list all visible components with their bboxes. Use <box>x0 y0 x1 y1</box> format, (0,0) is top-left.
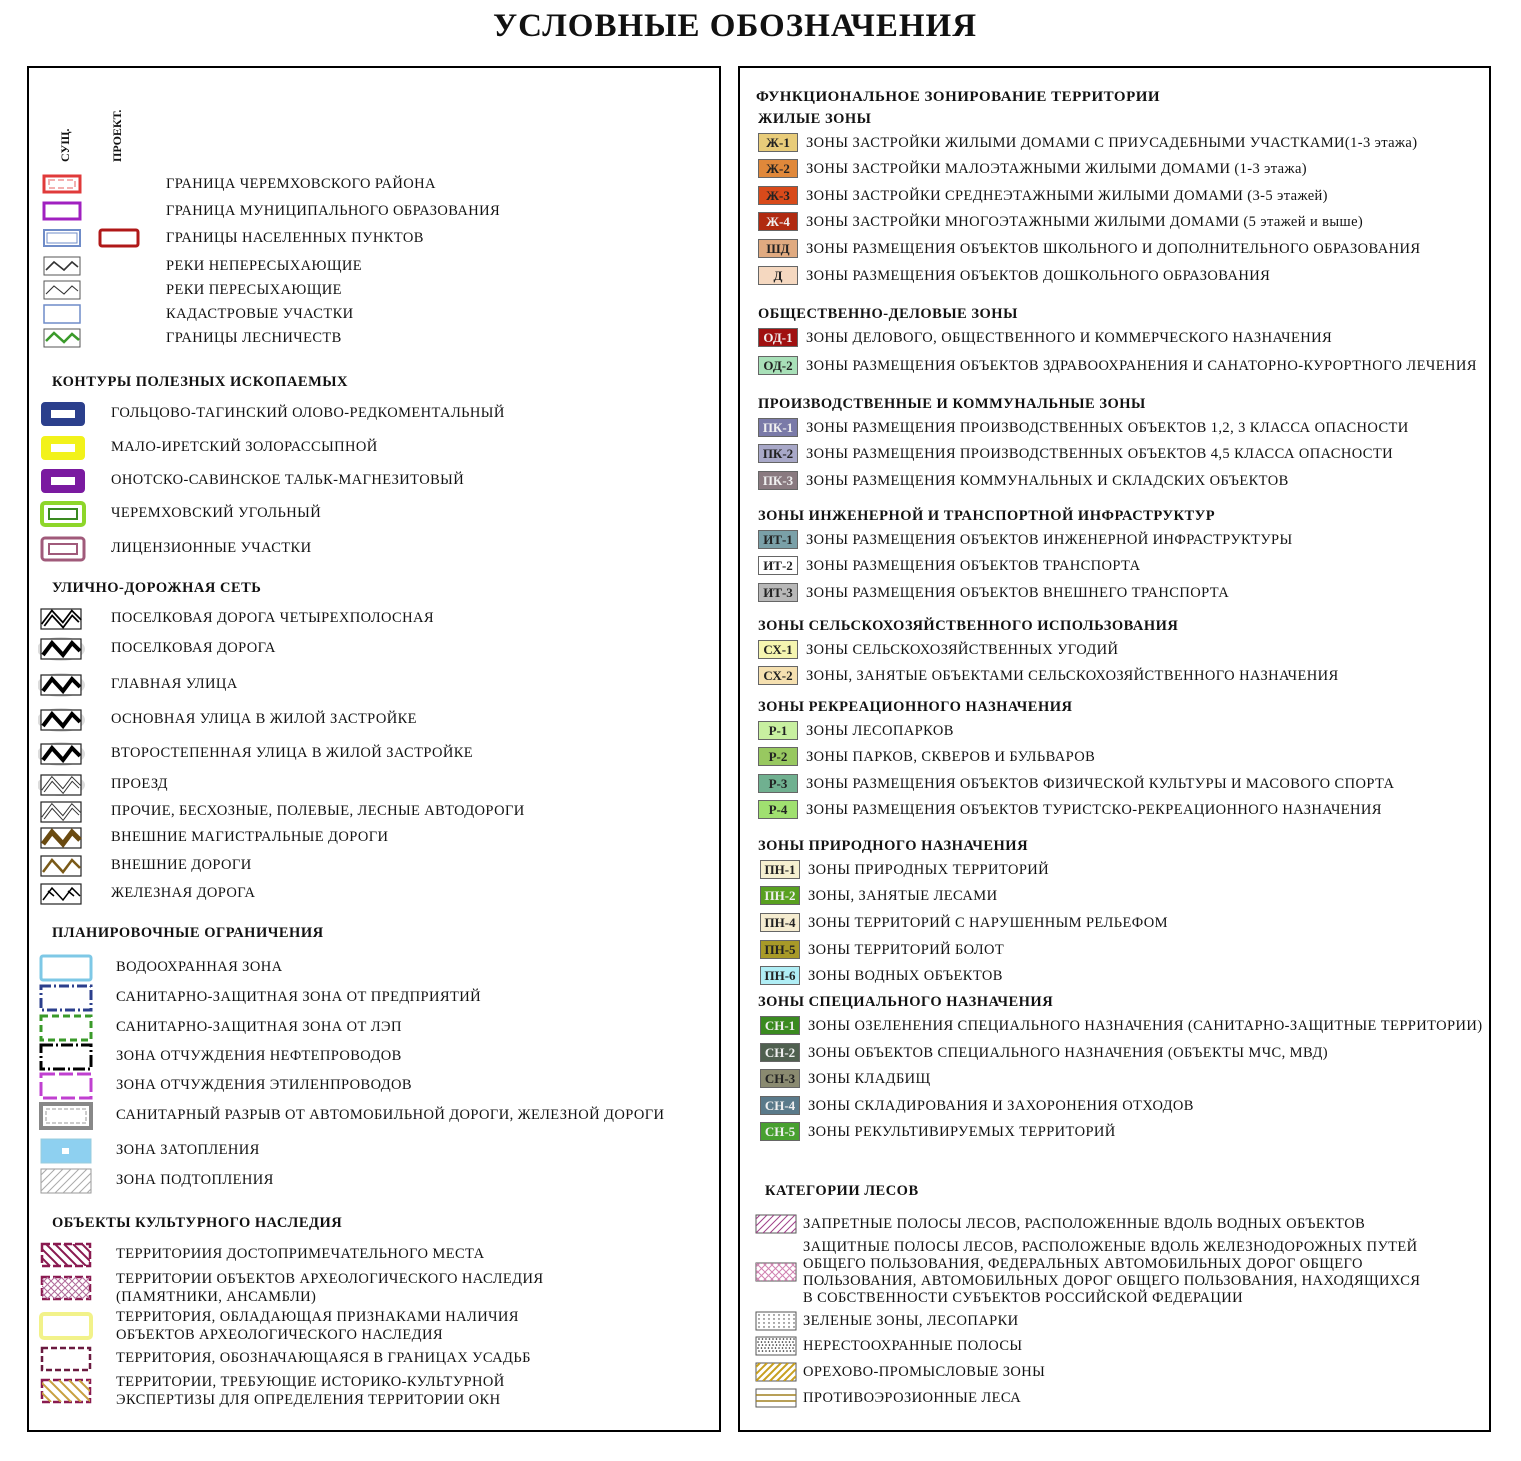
cadastral-icon <box>42 304 84 324</box>
zone-code-badge: ПН-1 <box>760 860 800 879</box>
heritage-label-2: ТЕРРИТОРИЯ, ОБЛАДАЮЩАЯ ПРИЗНАКАМИ НАЛИЧИЯ <box>116 1309 519 1325</box>
mineral-icon-1 <box>40 435 86 461</box>
sanitary-enterprise-icon <box>39 984 95 1012</box>
other-roads-icon <box>38 799 86 825</box>
zone-label: ЗОНЫ РАЗМЕЩЕНИЯ КОММУНАЛЬНЫХ И СКЛАДСКИХ ОБЪЕКТОВ <box>806 473 1289 489</box>
zone-label: ЗОНЫ ЗАСТРОЙКИ СРЕДНЕЭТАЖНЫМИ ЖИЛЫМИ ДОМАМИ (3-5 этажей) <box>806 188 1328 204</box>
mineral-label-2: ОНОТСКО-САВИНСКОЕ ТАЛЬК-МАГНЕЗИТОВЫЙ <box>111 472 465 488</box>
underflood-zone-icon <box>39 1167 95 1195</box>
zone-code-badge: Ж-4 <box>758 212 798 231</box>
zone-label: ЗОНЫ ЗАСТРОЙКИ ЖИЛЫМИ ДОМАМИ С ПРИУСАДЕБНЫМИ УЧАСТКАМИ(1-3 этажа) <box>806 135 1418 151</box>
flood-zone-icon <box>39 1137 95 1165</box>
planning-header: ПЛАНИРОВОЧНЫЕ ОГРАНИЧЕНИЯ <box>52 925 324 941</box>
forbidden-strip-icon <box>755 1214 797 1234</box>
sanitary-powerline-icon <box>39 1014 95 1042</box>
zone-code-badge: СН-2 <box>760 1043 800 1062</box>
zone-label: ЗОНЫ ВОДНЫХ ОБЪЕКТОВ <box>808 968 1003 984</box>
forest-label-line-0: ЗАЩИТНЫЕ ПОЛОСЫ ЛЕСОВ, РАСПОЛОЖЕНЫЕ ВДОЛЬ ЖЕЛЕЗНОДОРОЖНЫХ ПУТЕЙ <box>803 1239 1418 1255</box>
river-drying-icon <box>42 280 84 300</box>
road-four-lane-icon <box>38 606 86 632</box>
zone-label: ЗОНЫ РАЗМЕЩЕНИЯ ПРОИЗВОДСТВЕННЫХ ОБЪЕКТОВ 1,2, 3 КЛАССА ОПАСНОСТИ <box>806 420 1409 436</box>
zone-code-badge: СН-5 <box>760 1122 800 1141</box>
heritage-header: ОБЪЕКТЫ КУЛЬТУРНОГО НАСЛЕДИЯ <box>52 1215 343 1231</box>
forest-label-5: ПРОТИВОЭРОЗИОННЫЕ ЛЕСА <box>803 1390 1022 1406</box>
forest-label-line-3: В СОБСТВЕННОСТИ СУБЪЕКТОВ РОССИЙСКОЙ ФЕДЕРАЦИИ <box>803 1290 1243 1306</box>
heritage-label2-4: ЭКСПЕРТИЗЫ ДЛЯ ОПРЕДЕЛЕНИЯ ТЕРРИТОРИИ ОКН <box>116 1392 501 1408</box>
zone-label: ЗОНЫ ТЕРРИТОРИЙ С НАРУШЕННЫМ РЕЛЬЕФОМ <box>808 915 1168 931</box>
road-label-4: ВТОРОСТЕПЕННАЯ УЛИЦА В ЖИЛОЙ ЗАСТРОЙКЕ <box>111 745 474 761</box>
roads-header: УЛИЧНО-ДОРОЖНАЯ СЕТЬ <box>52 580 262 596</box>
driveway-icon <box>38 772 86 798</box>
forestry-border-icon <box>42 328 84 348</box>
road-label-3: ОСНОВНАЯ УЛИЦА В ЖИЛОЙ ЗАСТРОЙКЕ <box>111 711 417 727</box>
zone-label: ЗОНЫ РАЗМЕЩЕНИЯ ПРОИЗВОДСТВЕННЫХ ОБЪЕКТОВ 4,5 КЛАССА ОПАСНОСТИ <box>806 446 1393 462</box>
zone-code-badge: Р-2 <box>758 747 798 766</box>
planning-label-2: САНИТАРНО-ЗАЩИТНАЯ ЗОНА ОТ ЛЭП <box>116 1019 402 1035</box>
zone-code-badge: ПК-2 <box>758 444 798 463</box>
protective-strip-icon <box>755 1262 797 1282</box>
zone-code-badge: ШД <box>758 239 798 258</box>
zone-label: ЗОНЫ ОБЪЕКТОВ СПЕЦИАЛЬНОГО НАЗНАЧЕНИЯ (ОБЪЕКТЫ МЧС, МВД) <box>808 1045 1329 1061</box>
planning-label-5: САНИТАРНЫЙ РАЗРЫВ ОТ АВТОМОБИЛЬНОЙ ДОРОГИ, ЖЕЛЕЗНОЙ ДОРОГИ <box>116 1107 665 1123</box>
existing-column-label: СУЩ. <box>58 128 72 162</box>
zone-code-badge: ПН-4 <box>760 913 800 932</box>
anti-erosion-icon <box>755 1388 797 1408</box>
zone-label: ЗОНЫ ПАРКОВ, СКВЕРОВ И БУЛЬВАРОВ <box>806 749 1096 765</box>
spawning-strip-icon <box>755 1336 797 1356</box>
boundary-label-4: РЕКИ ПЕРЕСЫХАЮЩИЕ <box>166 282 342 298</box>
river-permanent-icon <box>42 256 84 276</box>
zone-label: ЗОНЫ РАЗМЕЩЕНИЯ ОБЪЕКТОВ ТРАНСПОРТА <box>806 558 1141 574</box>
forest-label-line-1: ОБЩЕГО ПОЛЬЗОВАНИЯ, ФЕДЕРАЛЬНЫХ АВТОМОБИЛЬНЫХ ДОРОГ ОБЩЕГО <box>803 1256 1363 1272</box>
zone-label: ЗОНЫ ОЗЕЛЕНЕНИЯ СПЕЦИАЛЬНОГО НАЗНАЧЕНИЯ (САНИТАРНО-ЗАЩИТНЫЕ ТЕРРИТОРИИ) <box>808 1018 1483 1034</box>
forest-label-0: ЗАПРЕТНЫЕ ПОЛОСЫ ЛЕСОВ, РАСПОЛОЖЕННЫЕ ВДОЛЬ ВОДНЫХ ОБЪЕКТОВ <box>803 1216 1366 1232</box>
heritage-label-0: ТЕРРИТОРИИЯ ДОСТОПРИМЕЧАТЕЛЬНОГО МЕСТА <box>116 1246 485 1262</box>
planning-label-3: ЗОНА ОТЧУЖДЕНИЯ НЕФТЕПРОВОДОВ <box>116 1048 402 1064</box>
water-protection-icon <box>39 954 95 982</box>
settlement-road-icon <box>38 636 86 662</box>
zone-code-badge: ПК-3 <box>758 471 798 490</box>
zone-group-header-2: ПРОИЗВОДСТВЕННЫЕ И КОММУНАЛЬНЫЕ ЗОНЫ <box>758 396 1146 412</box>
road-label-9: ЖЕЛЕЗНАЯ ДОРОГА <box>111 885 256 901</box>
road-label-5: ПРОЕЗД <box>111 776 168 792</box>
boundary-label-6: ГРАНИЦЫ ЛЕСНИЧЕСТВ <box>166 330 342 346</box>
zone-group-header-6: ЗОНЫ ПРИРОДНОГО НАЗНАЧЕНИЯ <box>758 838 1029 854</box>
heritage-label-4: ТЕРРИТОРИИ, ТРЕБУЮЩИЕ ИСТОРИКО-КУЛЬТУРНОЙ <box>116 1374 505 1390</box>
municipal-border-icon <box>42 201 84 221</box>
zone-label: ЗОНЫ РАЗМЕЩЕНИЯ ОБЪЕКТОВ ТУРИСТСКО-РЕКРЕАЦИОННОГО НАЗНАЧЕНИЯ <box>806 802 1382 818</box>
heritage-label2-1: (ПАМЯТНИКИ, АНСАМБЛИ) <box>116 1289 317 1305</box>
forest-label-3: НЕРЕСТООХРАННЫЕ ПОЛОСЫ <box>803 1338 1023 1354</box>
main-street-icon <box>38 672 86 698</box>
zone-label: ЗОНЫ ПРИРОДНЫХ ТЕРРИТОРИЙ <box>808 862 1050 878</box>
planning-label-1: САНИТАРНО-ЗАЩИТНАЯ ЗОНА ОТ ПРЕДПРИЯТИЙ <box>116 989 481 1005</box>
planning-label-7: ЗОНА ПОДТОПЛЕНИЯ <box>116 1172 274 1188</box>
zone-code-badge: Ж-3 <box>758 186 798 205</box>
zone-label: ЗОНЫ РАЗМЕЩЕНИЯ ОБЪЕКТОВ ВНЕШНЕГО ТРАНСПОРТА <box>806 585 1230 601</box>
zone-label: ЗОНЫ СЕЛЬСКОХОЗЯЙСТВЕННЫХ УГОДИЙ <box>806 642 1119 658</box>
road-label-0: ПОСЕЛКОВАЯ ДОРОГА ЧЕТЫРЕХПОЛОСНАЯ <box>111 610 434 626</box>
zone-code-badge: Ж-2 <box>758 159 798 178</box>
zone-group-header-5: ЗОНЫ РЕКРЕАЦИОННОГО НАЗНАЧЕНИЯ <box>758 699 1073 715</box>
zone-label: ЗОНЫ РАЗМЕЩЕНИЯ ОБЪЕКТОВ ФИЗИЧЕСКОЙ КУЛЬТУРЫ И МАСОВОГО СПОРТА <box>806 776 1395 792</box>
mineral-label-1: МАЛО-ИРЕТСКИЙ ЗОЛОРАССЫПНОЙ <box>111 439 378 455</box>
mineral-icon-2 <box>40 468 86 494</box>
planning-label-4: ЗОНА ОТЧУЖДЕНИЯ ЭТИЛЕНПРОВОДОВ <box>116 1077 413 1093</box>
zone-code-badge: Р-4 <box>758 800 798 819</box>
zone-code-badge: Р-3 <box>758 774 798 793</box>
archaeology-icon <box>39 1274 95 1302</box>
zone-code-badge: Д <box>758 266 798 285</box>
planning-label-6: ЗОНА ЗАТОПЛЕНИЯ <box>116 1142 260 1158</box>
zone-label: ЗОНЫ, ЗАНЯТЫЕ ЛЕСАМИ <box>808 888 998 904</box>
district-border-icon <box>42 174 84 194</box>
settlement-border-icon <box>42 228 84 248</box>
mineral-icon-4 <box>40 536 86 562</box>
zone-group-header-3: ЗОНЫ ИНЖЕНЕРНОЙ И ТРАНСПОРТНОЙ ИНФРАСТРУКТУР <box>758 508 1216 524</box>
zone-label: ЗОНЫ КЛАДБИЩ <box>808 1071 931 1087</box>
zone-group-header-4: ЗОНЫ СЕЛЬСКОХОЗЯЙСТВЕННОГО ИСПОЛЬЗОВАНИЯ <box>758 618 1179 634</box>
zone-group-header-0: ЖИЛЫЕ ЗОНЫ <box>758 111 872 127</box>
zone-code-badge: Ж-1 <box>758 133 798 152</box>
zone-label: ЗОНЫ РЕКУЛЬТИВИРУЕМЫХ ТЕРРИТОРИЙ <box>808 1124 1116 1140</box>
zone-code-badge: ИТ-2 <box>758 556 798 575</box>
zoning-main-header: ФУНКЦИОНАЛЬНОЕ ЗОНИРОВАНИЕ ТЕРРИТОРИИ <box>756 89 1161 105</box>
zone-label: ЗОНЫ ТЕРРИТОРИЙ БОЛОТ <box>808 942 1005 958</box>
zone-code-badge: ПН-5 <box>760 940 800 959</box>
sanitary-gap-icon <box>39 1102 95 1130</box>
zone-code-badge: ПН-6 <box>760 966 800 985</box>
zone-label: ЗОНЫ ЗАСТРОЙКИ МАЛОЭТАЖНЫМИ ЖИЛЫМИ ДОМАМИ (1-3 этажа) <box>806 161 1308 177</box>
landmark-territory-icon <box>39 1241 95 1269</box>
ethylene-pipeline-icon <box>39 1072 95 1100</box>
archaeology-signs-icon <box>39 1312 95 1340</box>
project-column-label: ПРОЕКТ. <box>110 109 124 162</box>
mineral-label-3: ЧЕРЕМХОВСКИЙ УГОЛЬНЫЙ <box>111 505 322 521</box>
zone-code-badge: Р-1 <box>758 721 798 740</box>
oil-pipeline-icon <box>39 1043 95 1071</box>
zone-group-header-1: ОБЩЕСТВЕННО-ДЕЛОВЫЕ ЗОНЫ <box>758 306 1018 322</box>
zone-code-badge: СН-1 <box>760 1016 800 1035</box>
zone-group-header-7: ЗОНЫ СПЕЦИАЛЬНОГО НАЗНАЧЕНИЯ <box>758 994 1054 1010</box>
forest-label-2: ЗЕЛЕНЫЕ ЗОНЫ, ЛЕСОПАРКИ <box>803 1313 1019 1329</box>
zone-label: ЗОНЫ ДЕЛОВОГО, ОБЩЕСТВЕННОГО И КОММЕРЧЕСКОГО НАЗНАЧЕНИЯ <box>806 330 1333 346</box>
zone-label: ЗОНЫ, ЗАНЯТЫЕ ОБЪЕКТАМИ СЕЛЬСКОХОЗЯЙСТВЕННОГО НАЗНАЧЕНИЯ <box>806 668 1339 684</box>
heritage-label2-2: ОБЪЕКТОВ АРХЕОЛОГИЧЕСКОГО НАСЛЕДИЯ <box>116 1327 443 1343</box>
zone-code-badge: СН-3 <box>760 1069 800 1088</box>
zone-label: ЗОНЫ РАЗМЕЩЕНИЯ ОБЪЕКТОВ ДОШКОЛЬНОГО ОБРАЗОВАНИЯ <box>806 268 1271 284</box>
planning-label-0: ВОДООХРАННАЯ ЗОНА <box>116 959 283 975</box>
page-title: УСЛОВНЫЕ ОБОЗНАЧЕНИЯ <box>492 8 978 44</box>
zone-code-badge: ИТ-1 <box>758 530 798 549</box>
boundary-label-3: РЕКИ НЕПЕРЕСЫХАЮЩИЕ <box>166 258 362 274</box>
forest-categories-header: КАТЕГОРИИ ЛЕСОВ <box>765 1183 919 1199</box>
nut-zone-icon <box>755 1362 797 1382</box>
primary-street-icon <box>38 707 86 733</box>
boundary-label-0: ГРАНИЦА ЧЕРЕМХОВСКОГО РАЙОНА <box>166 176 436 192</box>
boundary-label-1: ГРАНИЦА МУНИЦИПАЛЬНОГО ОБРАЗОВАНИЯ <box>166 203 501 219</box>
mineral-label-4: ЛИЦЕНЗИОННЫЕ УЧАСТКИ <box>111 540 312 556</box>
minerals-header: КОНТУРЫ ПОЛЕЗНЫХ ИСКОПАЕМЫХ <box>52 374 348 390</box>
railway-icon <box>38 881 86 907</box>
road-label-2: ГЛАВНАЯ УЛИЦА <box>111 676 238 692</box>
zone-code-badge: СН-4 <box>760 1096 800 1115</box>
settlement-border-project-icon <box>98 228 142 248</box>
zone-label: ЗОНЫ СКЛАДИРОВАНИЯ И ЗАХОРОНЕНИЯ ОТХОДОВ <box>808 1098 1194 1114</box>
zone-label: ЗОНЫ ЗАСТРОЙКИ МНОГОЭТАЖНЫМИ ЖИЛЫМИ ДОМАМИ (5 этажей и выше) <box>806 214 1364 230</box>
zone-code-badge: ИТ-3 <box>758 583 798 602</box>
zone-code-badge: ОД-2 <box>758 356 798 375</box>
green-zone-icon <box>755 1311 797 1331</box>
boundary-label-5: КАДАСТРОВЫЕ УЧАСТКИ <box>166 306 354 322</box>
forest-label-4: ОРЕХОВО-ПРОМЫСЛОВЫЕ ЗОНЫ <box>803 1364 1046 1380</box>
boundary-label-2: ГРАНИЦЫ НАСЕЛЕННЫХ ПУНКТОВ <box>166 230 424 246</box>
expertise-icon <box>39 1377 95 1405</box>
zone-code-badge: ПН-2 <box>760 886 800 905</box>
zone-label: ЗОНЫ РАЗМЕЩЕНИЯ ОБЪЕКТОВ ШКОЛЬНОГО И ДОПОЛНИТЕЛЬНОГО ОБРАЗОВАНИЯ <box>806 241 1421 257</box>
heritage-label-1: ТЕРРИТОРИИ ОБЪЕКТОВ АРХЕОЛОГИЧЕСКОГО НАСЛЕДИЯ <box>116 1271 544 1287</box>
road-label-6: ПРОЧИЕ, БЕСХОЗНЫЕ, ПОЛЕВЫЕ, ЛЕСНЫЕ АВТОДОРОГИ <box>111 803 525 819</box>
secondary-street-icon <box>38 741 86 767</box>
zone-label: ЗОНЫ ЛЕСОПАРКОВ <box>806 723 954 739</box>
road-label-8: ВНЕШНИЕ ДОРОГИ <box>111 857 252 873</box>
external-highway-icon <box>38 825 86 851</box>
estate-icon <box>39 1345 95 1373</box>
forest-label-line-2: ПОЛЬЗОВАНИЯ, АВТОМОБИЛЬНЫХ ДОРОГ ОБЩЕГО ПОЛЬЗОВАНИЯ, НАХОДЯЩИХСЯ <box>803 1273 1421 1289</box>
zone-code-badge: ПК-1 <box>758 418 798 437</box>
mineral-icon-3 <box>40 501 86 527</box>
zone-label: ЗОНЫ РАЗМЕЩЕНИЯ ОБЪЕКТОВ ИНЖЕНЕРНОЙ ИНФРАСТРУКТУРЫ <box>806 532 1293 548</box>
zone-label: ЗОНЫ РАЗМЕЩЕНИЯ ОБЪЕКТОВ ЗДРАВООХРАНЕНИЯ И САНАТОРНО-КУРОРТНОГО ЛЕЧЕНИЯ <box>806 358 1477 374</box>
road-label-1: ПОСЕЛКОВАЯ ДОРОГА <box>111 640 276 656</box>
heritage-label-3: ТЕРРИТОРИЯ, ОБОЗНАЧАЮЩАЯСЯ В ГРАНИЦАХ УСАДЬБ <box>116 1350 531 1366</box>
mineral-label-0: ГОЛЬЦОВО-ТАГИНСКИЙ ОЛОВО-РЕДКОМЕНТАЛЬНЫЙ <box>111 405 505 421</box>
zone-code-badge: ОД-1 <box>758 328 798 347</box>
external-road-icon <box>38 853 86 879</box>
zone-code-badge: СХ-2 <box>758 666 798 685</box>
zone-code-badge: СХ-1 <box>758 640 798 659</box>
road-label-7: ВНЕШНИЕ МАГИСТРАЛЬНЫЕ ДОРОГИ <box>111 829 389 845</box>
mineral-icon-0 <box>40 401 86 427</box>
